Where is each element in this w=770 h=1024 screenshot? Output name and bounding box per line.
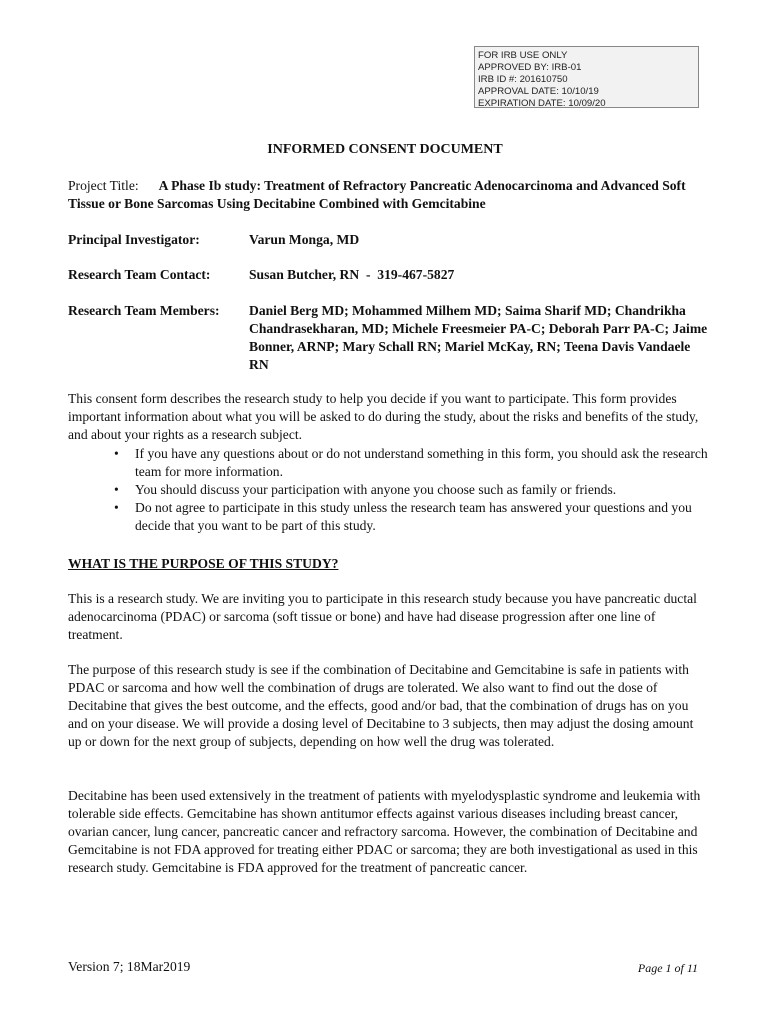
document-title: INFORMED CONSENT DOCUMENT [267,142,503,157]
bullet-text: Do not agree to participate in this study unless the research team has answered your questions and you decide that you want to be part of this study. [135,500,692,533]
project-title-value: A Phase Ib study: Treatment of Refractory Pancreatic Adenocarcinoma and Advanced Soft Tissue or Bone Sarcomas Using Decitabine Combined with Gemcitabine [68,178,686,211]
irb-line-expiration-date: EXPIRATION DATE: 10/09/20 [478,98,606,109]
bullet-item [68,481,708,499]
intro-bullet-list [68,445,708,535]
bullet-dot-icon: • [114,482,119,497]
bullet-text: If you have any questions about or do not understand something in this form, you should ask the research team for more information. [135,446,708,479]
principal-investigator-value: Varun Monga, MD [249,232,360,247]
purpose-heading: WHAT IS THE PURPOSE OF THIS STUDY? [68,556,339,571]
principal-investigator-label: Principal Investigator: [68,232,200,247]
project-title [68,177,708,213]
irb-line-approved-by: APPROVED BY: IRB-01 [478,62,582,73]
irb-line-irb-id: IRB ID #: 201610750 [478,74,568,85]
irb-approval-stamp [474,46,699,108]
research-team-contact-value: Susan Butcher, RN - 319-467-5827 [249,267,455,282]
footer-page-number: Page 1 of 11 [637,961,698,975]
bullet-dot-icon: • [114,446,119,461]
research-team-contact-label: Research Team Contact: [68,267,211,282]
research-team-members-value: Daniel Berg MD; Mohammed Milhem MD; Saima Sharif MD; Chandrikha Chandrasekharan, MD; Michele Freesmeier PA-C; Deborah Parr PA-C; Jaime Bonner, ARNP; Mary Schall RN; Mariel McKay, RN; Teena Davis Vandaele RN [249,303,708,372]
purpose-paragraph-2: The purpose of this research study is see if the combination of Decitabine and Gemcitabine is safe in patients with PDAC or sarcoma and how well the combination of drugs are tolerated. We also want to find out the dose of Decitabine that gives the best outcome, and the effects, good and/or bad, that the combination of drugs has on you and on your disease. We will provide a dosing level of Decitabine to 3 subjects, then may adjust the dosing amount up or down for the next group of subjects, depending on how well the drug was tolerated. [68,662,694,749]
bullet-text: You should discuss your participation with anyone you choose such as family or friends. [135,482,617,497]
bullet-item [68,445,708,481]
purpose-paragraph-1: This is a research study. We are inviting you to participate in this research study because you have pancreatic ductal adenocarcinoma (PDAC) or sarcoma (soft tissue or bone) and have had disease progression after one line of treatment. [68,591,697,642]
project-title-label: Project Title: [68,178,139,193]
research-team-members-label: Research Team Members: [68,303,220,318]
purpose-paragraph-3: Decitabine has been used extensively in the treatment of patients with myelodysplastic syndrome and leukemia with tolerable side effects. Gemcitabine has shown antitumor effects against various diseases including breast cancer, ovarian cancer, lung cancer, pancreatic cancer and refractory sarcoma. However, the combination of Decitabine and Gemcitabine is not FDA approved for treating either PDAC or sarcoma; they are both investigational as used in this research study. Gemcitabine is FDA approved for the treatment of pancreatic cancer. [68,788,701,875]
irb-line-approval-date: APPROVAL DATE: 10/10/19 [478,86,599,97]
footer-version: Version 7; 18Mar2019 [68,959,191,974]
bullet-item [68,499,708,535]
bullet-dot-icon: • [114,500,119,515]
intro-paragraph: This consent form describes the research study to help you decide if you want to participate. This form provides important information about what you will be asked to do during the study, about the risks and benefits of the study, and about your rights as a research subject. [68,391,699,442]
irb-line-use-only: FOR IRB USE ONLY [478,50,568,61]
